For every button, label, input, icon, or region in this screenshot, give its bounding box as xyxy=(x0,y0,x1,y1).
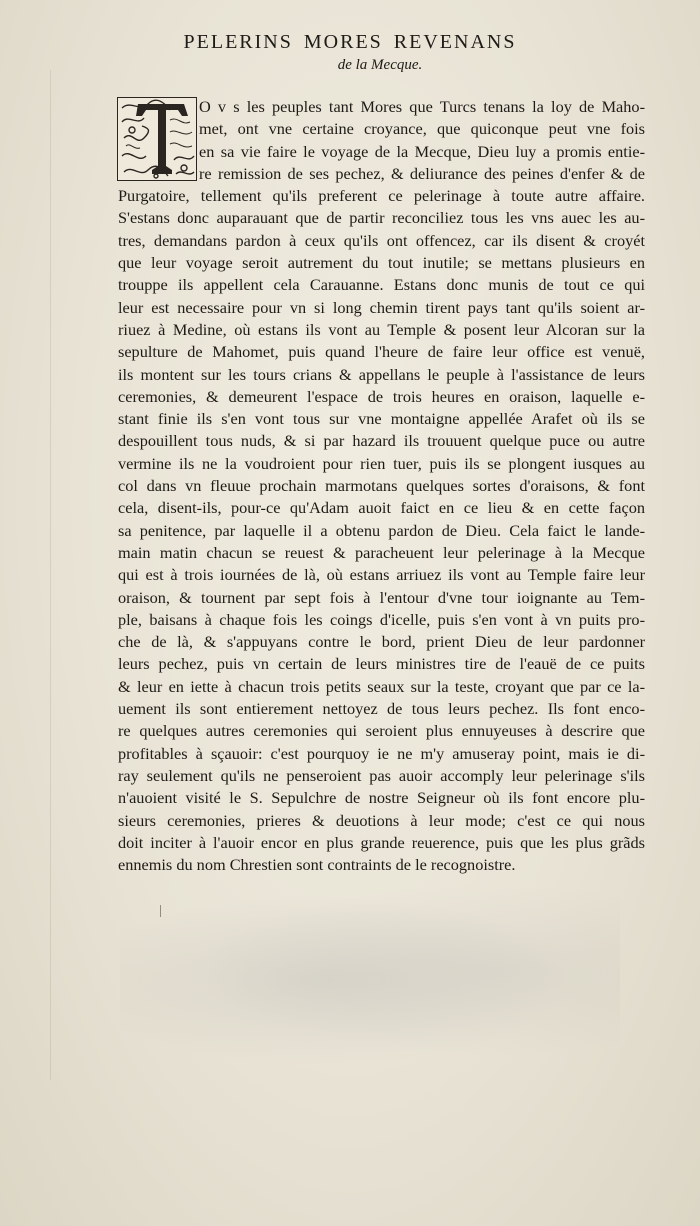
page-fold-shadow xyxy=(50,70,51,1080)
page-title: PELERINS MORES REVENANS xyxy=(183,31,517,53)
show-through-stain xyxy=(120,880,620,1080)
body-text-line: re quelques autres ceremonies qui seroient plus ennuyeuses à descrire que xyxy=(118,721,645,741)
body-text-line: oraison, & tournent par sept fois à l'entour d'vne tour ioignante au Tem- xyxy=(118,587,645,607)
body-text-line: S'estans donc auparauant que de partir reconciliez tous les vns auec les au- xyxy=(118,208,645,228)
body-text-line: doit inciter à l'auoir encor en plus grande reuerence, puis que les plus grãds xyxy=(118,832,645,852)
body-text-line: qui est à trois iournées de là, où estans arriuez ils vont au Temple faire leur xyxy=(118,565,645,585)
body-text-line: que leur voyage seroit autrement du tout inutile; se mettans plusieurs en xyxy=(118,253,645,273)
body-text-line: met, ont vne certaine croyance, que quiconque peut vne fois xyxy=(199,119,645,139)
body-text-line: sieurs ceremonies, prieres & deuotions à leur mode; c'est ce qui nous xyxy=(118,810,645,830)
body-text-line: ils montent sur les tours crians & appellans le peuple à l'assistance de leurs xyxy=(118,364,645,384)
body-text-line: ceremonies, & demeurent l'espace de trois heures en oraison, laquelle e- xyxy=(118,386,645,406)
body-text-line: stant finie ils s'en vont tous sur vne montaigne appellée Arafet où ils se xyxy=(118,409,645,429)
body-text-line: leurs pechez, puis vn certain de leurs ministres tire de l'eauë de ce puits xyxy=(118,654,645,674)
body-text-line: O v s les peuples tant Mores que Turcs tenans la loy de Maho- xyxy=(199,97,645,116)
body-text-line: ple, baisans à chaque fois les coings d'icelle, puis s'en vont à vn puits pro- xyxy=(118,609,645,629)
body-text-line: re remission de ses pechez, & deliurance des peines d'enfer & de xyxy=(199,163,645,183)
body-text-block xyxy=(118,96,645,876)
body-text-line: uement ils sont entierement nettoyez de tous leurs pechez. Ils font enco- xyxy=(118,699,645,719)
body-text-line: col dans vn fleuue prochain marmotans quelques sortes d'oraisons, & font xyxy=(118,476,645,496)
body-text-line: vermine ils ne la voudroient pour rien tuer, puis ils se plongent iusques au xyxy=(118,453,645,473)
body-text-line: main matin chacun se reuest & paracheuent leur pelerinage à la Mecque xyxy=(118,542,645,562)
body-text-line: riuez à Medine, où estans ils vont au Temple & posent leur Alcoran sur la xyxy=(118,319,645,339)
body-text-line: n'auoient visité le S. Sepulchre de nostre Seigneur où ils font encore plu- xyxy=(118,788,645,808)
body-text-line: despouillent tous nuds, & si par hazard ils trouuent quelque puce ou autre xyxy=(118,431,645,451)
page-subtitle: de la Mecque. xyxy=(337,57,423,73)
body-text-line: Purgatoire, tellement qu'ils preferent ce pelerinage à toute autre affaire. xyxy=(118,186,645,206)
body-text-line: tres, demandans pardon à ceux qu'ils ont offencez, car ils disent & croyét xyxy=(118,230,645,250)
body-text-line: sa penitence, par laquelle il a obtenu pardon de Dieu. Cela faict le lande- xyxy=(118,520,645,540)
body-text-line: leur est necessaire pour vn si long chemin tirent pays tant qu'ils soient ar- xyxy=(118,297,645,317)
body-text-line: sepulture de Mahomet, puis quand l'heure de faire leur office est venuë, xyxy=(118,342,645,362)
body-text-line: che de là, & s'appuyans contre le bord, prient Dieu de leur pardonner xyxy=(118,632,645,652)
body-text-line: profitables à sçauoir: c'est pourquoy ie ne m'y amuseray point, mais ie di- xyxy=(118,743,645,763)
body-text-line: & leur en iette à chacun trois petits seaux sur la teste, croyant que par ce la- xyxy=(118,676,645,696)
pencil-mark xyxy=(160,905,161,917)
body-text-line: cela, disent-ils, pour-ce qu'Adam auoit faict en ce lieu & en cette façon xyxy=(118,498,645,518)
body-text-line: trouppe ils appellent cela Carauanne. Estans donc munis de tout ce qui xyxy=(118,275,645,295)
body-text-line: ray seulement qu'ils ne penseroient pas auoir accomply leur pelerinage s'ils xyxy=(118,765,645,785)
body-text-line: ennemis du nom Chrestien sont contraints de le recognoistre. xyxy=(118,855,516,875)
body-text-line: en sa vie faire le voyage de la Mecque, Dieu luy a promis entie- xyxy=(199,141,645,161)
